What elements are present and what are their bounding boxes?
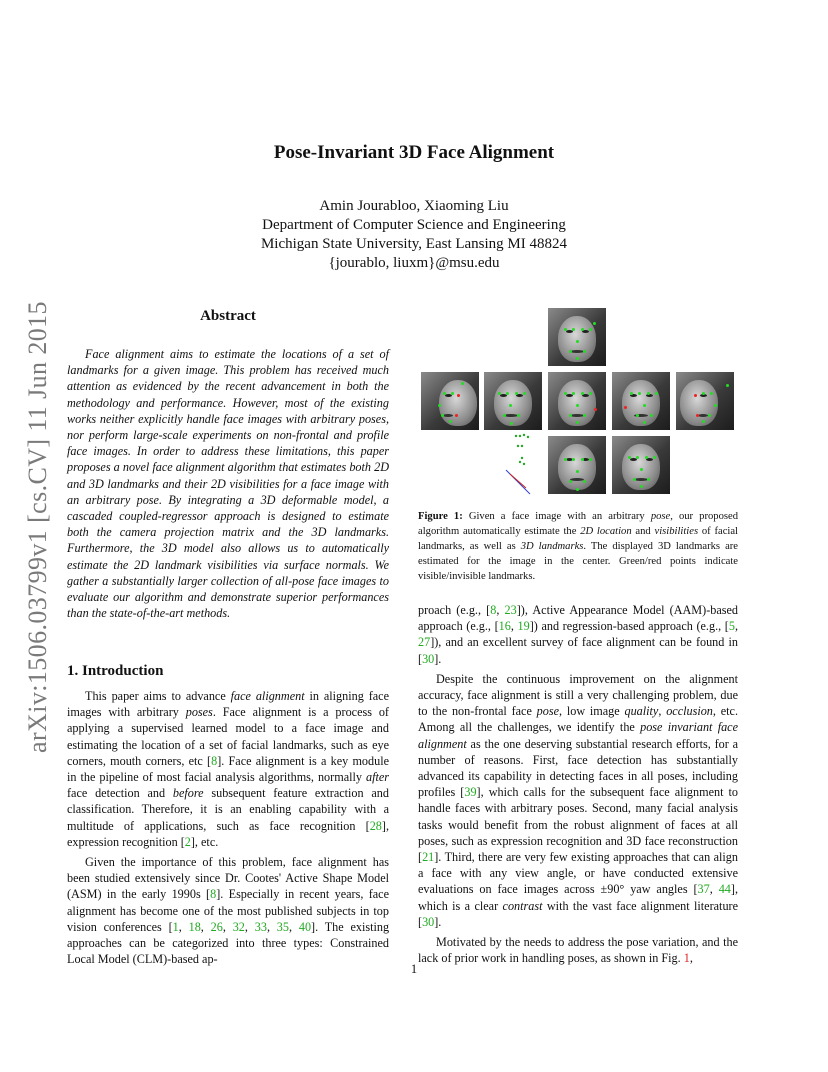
intro-paragraph-1: This paper aims to advance face alignment in aligning face images with arbitrary poses. Face alignment is a process of applying a supervised learned model to a face image and estimating the location of a set of facial landmarks, such as eye corners, mouth corners, etc [8]. Face alignment is a key module in the pipeline of most facial analysis algorithms, normally after face detection and before subsequent feature extraction and classification. Therefore, it is an enabling capability with a multitude of applications, such as face recognition [28], expression recognition [2], etc. [67,689,389,849]
figure-1-image-grid [418,308,738,498]
citation-link[interactable]: 8 [490,603,497,617]
intro-paragraph-4: Despite the continuous improvement on the alignment accuracy, face alignment is still a very challenging problem, due to the non-frontal face pose, low image quality, occlusion, etc. Among all the challenges, we identify the pose invariant face alignment as the one deserving substantial research efforts, for a number of reasons. First, face detection has substantially advanced its capability in detecting faces in all poses, including profiles [39], which calls for the subsequent face alignment to handle faces with arbitrary poses. Second, many facial analysis tasks would benefit from the robust alignment of faces at all poses, such as expression recognition and 3D face reconstruction [21]. Third, there are very few existing approaches that can align a face with any view angle, or have conducted extensive evaluations on face images across ±90° yaw angles [37, 44], which is a clear contrast with the vast face alignment literature [30]. [418,671,739,929]
citation-link[interactable]: 35 [276,919,289,934]
figure-1-caption: Figure 1: Given a face image with an arbitrary pose, our proposed algorithm automatically estimate the 2D location and visibilities of facial landmarks, as well as 3D landmarks. The displayed 3D landmarks are estimated for the image in the center. Green/red points indicate visible/invisible landmarks. [418,511,739,582]
citation-link[interactable]: 21 [422,850,435,865]
abstract-text: Face alignment aims to estimate the locations of a set of landmarks for a given image. This problem has received much attention as evidenced by the recent advancement in both the methodology and performance. However, most of the existing works neither explicitly handle face images with arbitrary poses, nor perform large-scale experiments on non-frontal and profile face images. In order to address these limitations, this paper proposes a novel face alignment algorithm that estimates both 2D and 3D landmarks and their 2D visibilities for a face image with an arbitrary pose. By integrating a 3D deformable model, a cascaded coupled-regressor approach is designed to estimate both the camera projection matrix and the 3D landmarks. Furthermore, the 3D model also allows us to automatically estimate the 2D landmark visibilities via surface normals. We gather a substantially larger collection of all-pose face images to evaluate our algorithm and demonstrate superior performances than the state-of-the-art methods. [67,347,389,621]
citation-link[interactable]: 33 [254,919,267,934]
arxiv-identifier-text: arXiv:1506.03799v1 [cs.CV] 11 Jun 2015 [23,301,52,753]
intro-paragraph-3: proach (e.g., [8, 23]), Active Appearance Model (AAM)-based approach (e.g., [16, 19]) and regression-based approach (e.g., [5, 27]), and an excellent survey of face alignment can be found in [30]. [418,603,739,666]
citation-link[interactable]: 30 [422,651,435,666]
citation-link[interactable]: 39 [464,785,477,800]
face-image-left [484,372,542,430]
author-names: Amin Jourabloo, Xiaoming Liu [319,198,509,214]
citation-link[interactable]: 18 [188,919,201,934]
author-email: {jourablo, liuxm}@msu.edu [328,255,500,271]
face-image-top [548,308,606,366]
citation-link[interactable]: 23 [504,603,517,617]
citation-link[interactable]: 44 [718,882,731,897]
citation-link[interactable]: 5 [728,619,735,634]
intro-paragraph-5: Motivated by the needs to address the pose variation, and the lack of prior work in handling poses, as shown in Fig. 1, [418,935,738,966]
introduction-heading: 1. Introduction [67,663,164,679]
page-number: 1 [410,962,418,976]
arxiv-identifier [20,294,56,760]
citation-link[interactable]: 16 [498,619,511,634]
citation-link[interactable]: 19 [517,619,530,634]
intro-paragraph-2: Given the importance of this problem, face alignment has been studied extensively since Dr. Cootes' Active Shape Model (ASM) in the early 1990s [8]. Especially in recent years, face alignment has become one of the most published subjects in top vision conferences [1, 18, 26, 32, 33, 35, 40]. The existing approaches can be categorized into three types: Constrained Local Model (CLM)-based ap- [67,855,390,967]
3d-landmarks-plot [498,432,542,498]
citation-link[interactable]: 32 [232,919,245,934]
face-image-center [548,372,606,430]
citation-link[interactable]: 1 [172,919,179,934]
citation-link[interactable]: 40 [298,919,312,934]
face-image-profile-right [676,372,734,430]
citation-link[interactable]: 30 [422,914,435,929]
citation-link[interactable]: 8 [211,753,218,768]
citation-link[interactable]: 28 [369,818,382,833]
face-image-bottom-left [548,436,606,494]
citation-link[interactable]: 37 [697,882,710,897]
citation-link[interactable]: 2 [184,834,191,849]
citation-link[interactable]: 27 [418,635,431,650]
author-university: Michigan State University, East Lansing MI 48824 [260,236,568,252]
abstract-heading: Abstract [200,308,256,324]
figure-reference-link[interactable]: 1 [683,951,690,966]
face-image-right [612,372,670,430]
left-column-body [67,688,389,971]
right-column-body [418,602,738,970]
face-image-bottom-right [612,436,670,494]
citation-link[interactable]: 8 [210,887,217,902]
citation-link[interactable]: 26 [210,919,223,934]
face-image-profile-left [421,372,479,430]
paper-title: Pose-Invariant 3D Face Alignment [273,142,555,163]
author-department: Department of Computer Science and Engineering [262,217,566,233]
